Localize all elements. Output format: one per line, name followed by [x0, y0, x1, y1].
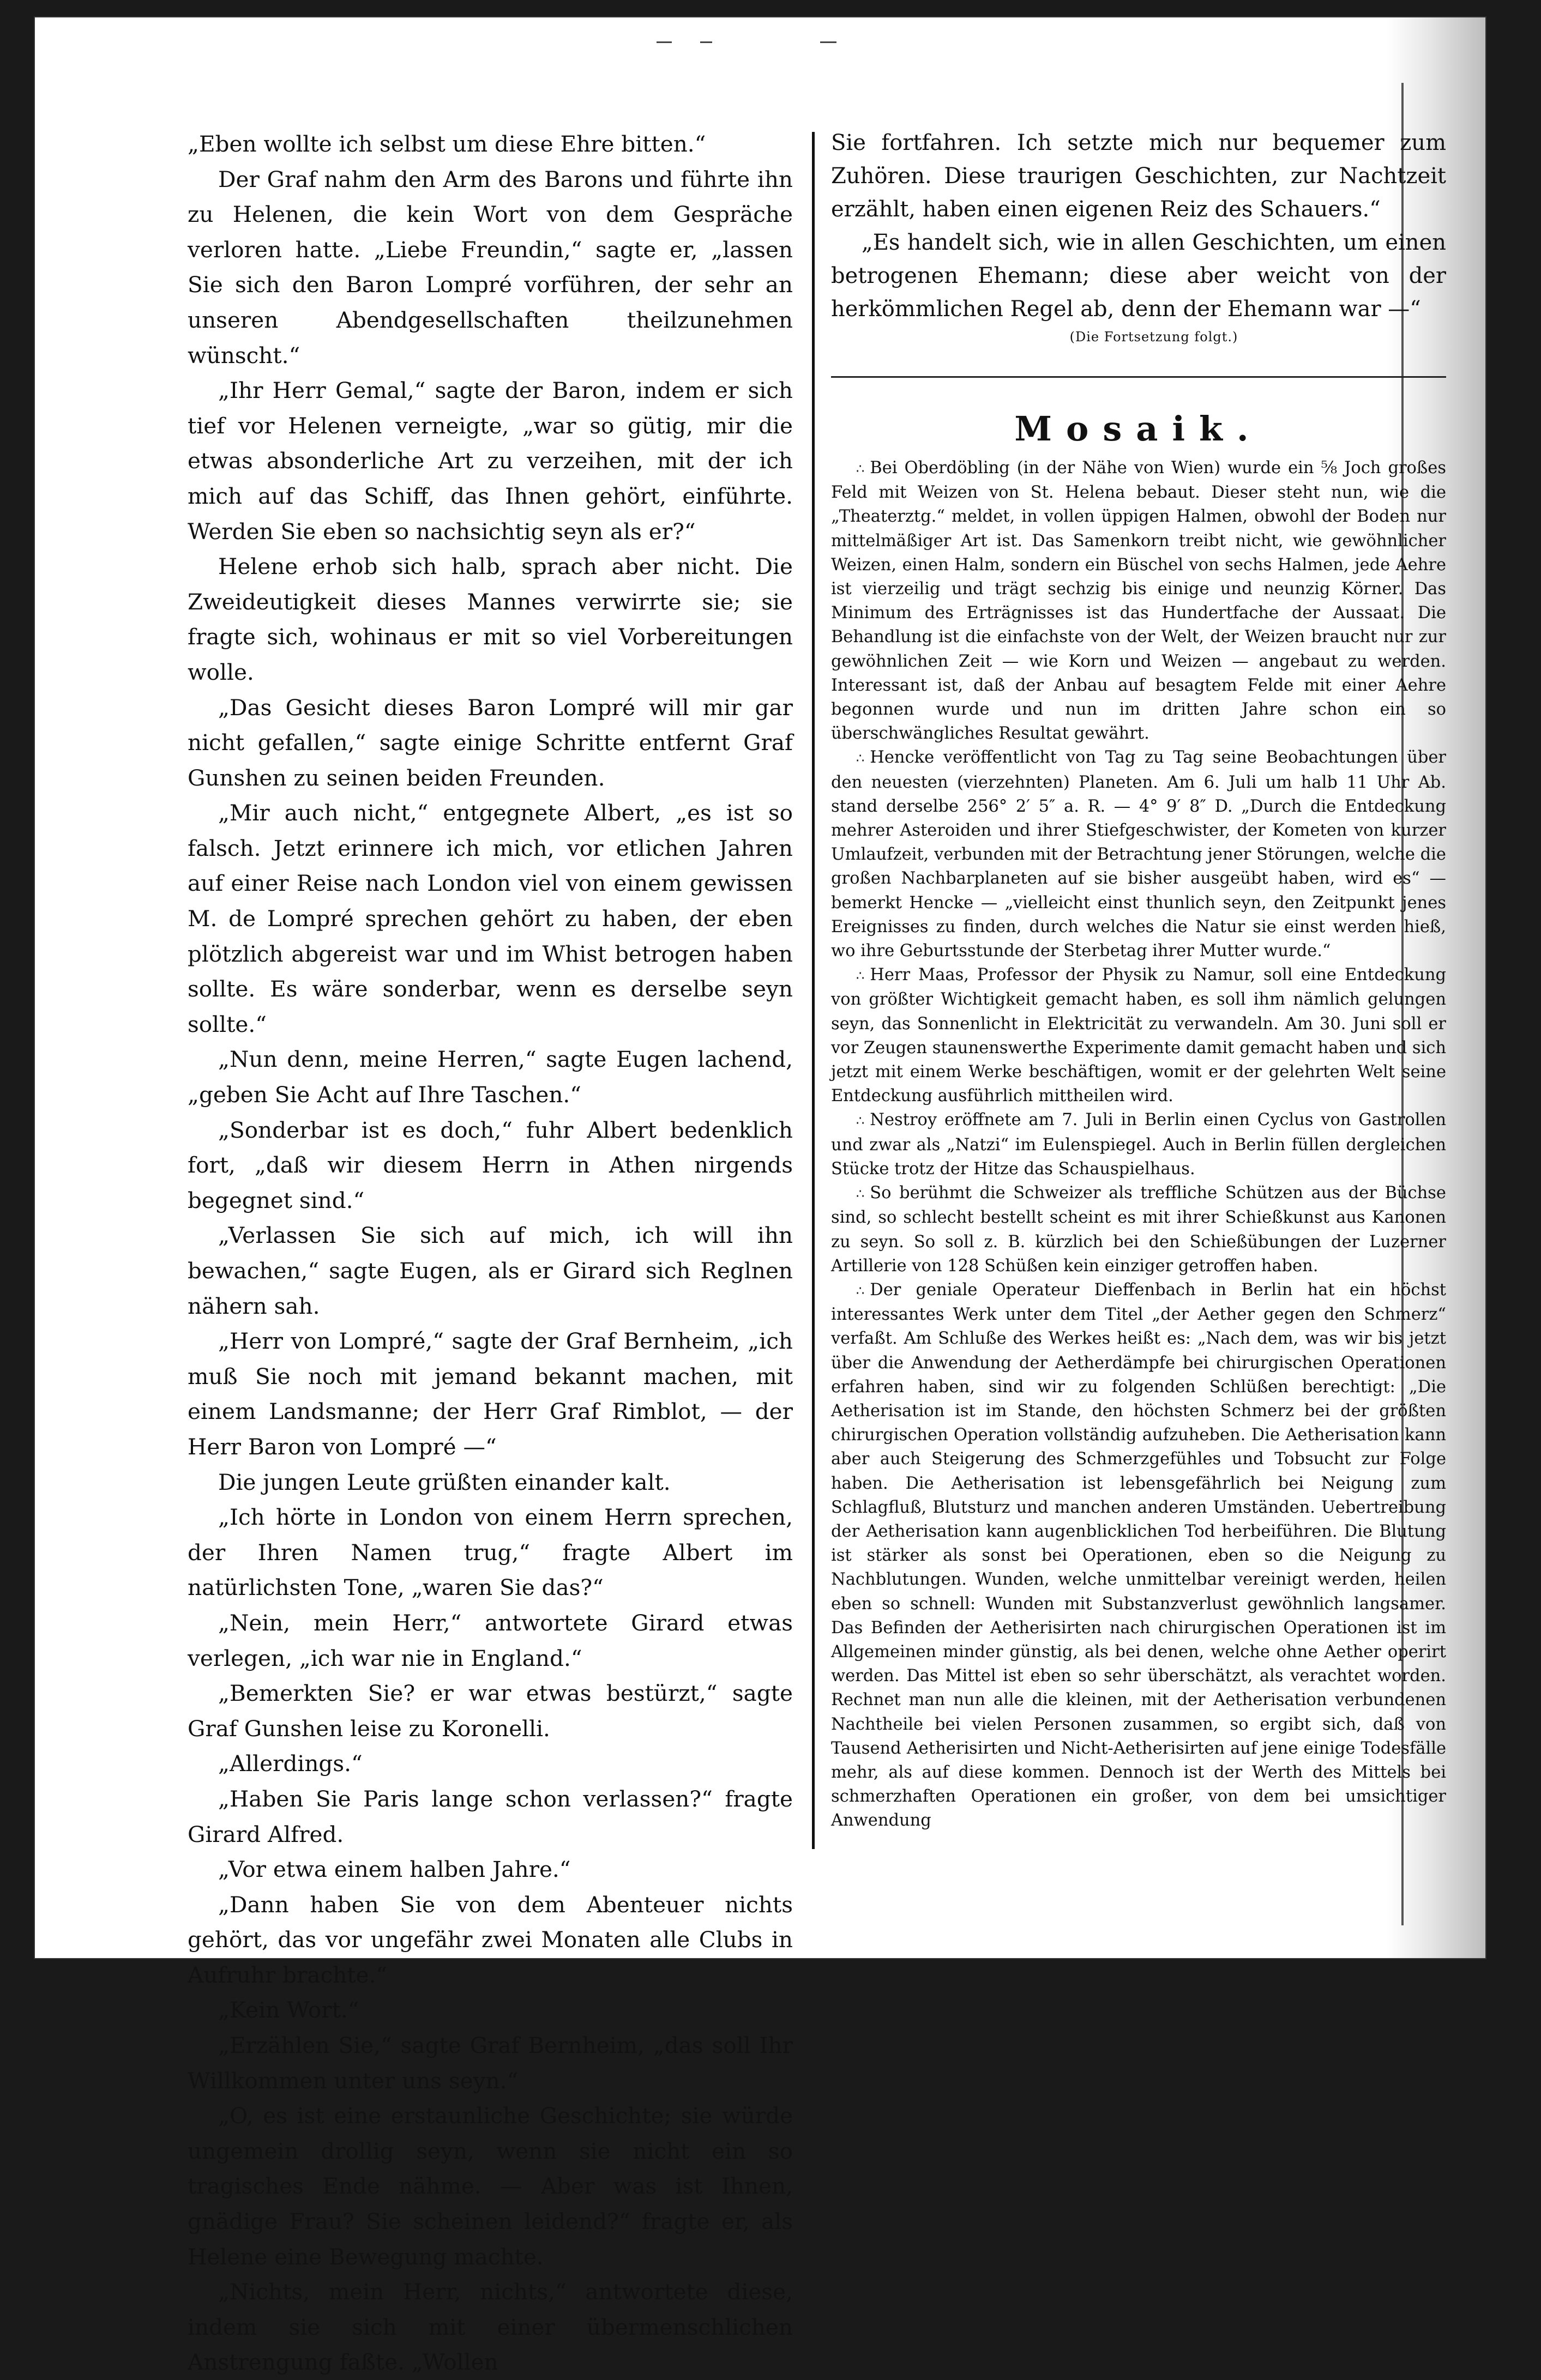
paragraph: „Haben Sie Paris lange schon verlassen?“ fragte Girard Alfred. [188, 1785, 793, 1847]
paragraph: „Es handelt sich, wie in allen Geschichten, um einen betrogenen Ehemann; diese aber weicht von der herkömmlichen Regel ab, denn der Ehemann war —“ [831, 230, 1446, 322]
paragraph: „Bemerkten Sie? er war etwas bestürzt,“ sagte Graf Gunshen leise zu Koronelli. [188, 1680, 793, 1742]
paragraph: „Dann haben Sie von dem Abenteuer nichts gehört, das vor ungefähr zwei Monaten alle Clubs in Aufruhr brachte.“ [188, 1891, 793, 1988]
story-continuation [831, 126, 1446, 326]
news-item [831, 1108, 1446, 1181]
item-marker-icon: ∴ [856, 1283, 865, 1298]
news-item-text: Herr Maas, Professor der Physik zu Namur, soll eine Entdeckung von größter Wichtigkeit gemacht haben, es soll ihm nämlich gelungen seyn, das Sonnenlicht in Elektricität zu verwandeln. Am 30. Juni soll er vor Zeugen staunenswerthe Experimente damit gemacht haben und sich jetzt mit einem Werke beschäftigen, womit er der gelehrten Welt seine Entdeckung ausführlich mittheilen wird. [831, 965, 1446, 1106]
paragraph: „Kein Wort.“ [218, 1997, 359, 2023]
news-item [831, 1181, 1446, 1278]
paragraph: „Allerdings.“ [218, 1750, 363, 1777]
item-marker-icon: ∴ [856, 461, 865, 476]
continuation-note: (Die Fortsetzung folgt.) [1069, 329, 1238, 345]
item-marker-icon: ∴ [856, 968, 865, 984]
news-item [831, 1278, 1446, 1833]
news-item-text: So berühmt die Schweizer als treffliche Schützen aus der Büchse sind, so schlecht bestellt scheint es mit ihrer Schießkunst aus Kanonen zu seyn. So soll z. B. kürzlich bei den Schießübungen der Luzerner Artillerie von 128 Schüßen kein einziger getroffen haben. [831, 1183, 1446, 1276]
paragraph: „Nun denn, meine Herren,“ sagte Eugen lachend, „geben Sie Acht auf Ihre Taschen.“ [188, 1046, 793, 1108]
news-item [831, 963, 1446, 1108]
news-item-text: Bei Oberdöbling (in der Nähe von Wien) wurde ein ⅝ Joch großes Feld mit Weizen von St. Helena bebaut. Dieser steht nun, wie die „Theaterztg.“ meldet, in vollen üppigen Halmen, obwohl der Boden nur mittelmäßiger Art ist. Das Samenkorn treibt nicht, wie gewöhnlicher Weizen, einen Halm, sondern ein Büschel von sechs Halmen, jede Aehre ist vierzeilig und trägt sechzig bis einige und neunzig Körner. Das Minimum des Erträgnisses ist das Hundertfache der Aussaat. Die Behandlung ist die einfachste von der Welt, der Weizen braucht nur zur gewöhnlichen Zeit — wie Korn und Weizen — angebaut zu werden. Interessant ist, daß der Anbau auf besagtem Felde mit einer Aehre begonnen wurde und nun im dritten Jahre schon ein so überschwängliches Resultat gewährt. [831, 458, 1446, 744]
paragraph: Sie fortfahren. Ich setzte mich nur bequemer zum Zuhören. Diese traurigen Geschichten, zur Nachtzeit erzählt, haben einen eigenen Reiz des Schauers.“ [831, 130, 1446, 222]
newspaper-page [34, 16, 1486, 2376]
news-item [831, 456, 1446, 746]
paragraph: „Mir auch nicht,“ entgegnete Albert, „es ist so falsch. Jetzt erinnere ich mich, vor etlichen Jahren auf einer Reise nach London viel von einem gewissen M. de Lompré sprechen gehört zu haben, der eben plötzlich abgereist war und im Whist betrogen haben sollte. Es wäre sonderbar, wenn es derselbe seyn sollte.“ [188, 800, 793, 1037]
paragraph: Der Graf nahm den Arm des Barons und führte ihn zu Helenen, die kein Wort von dem Gespräche verloren hatte. „Liebe Freundin,“ sagte er, „lassen Sie sich den Baron Lompré vorführen, der sehr an unseren Abendgesellschaften theilzunehmen wünscht.“ [188, 166, 793, 369]
column-divider [812, 132, 815, 1849]
section-heading: Mosaik. [1014, 409, 1263, 449]
paragraph: „Eben wollte ich selbst um diese Ehre bitten.“ [188, 131, 706, 157]
paragraph: Helene erhob sich halb, sprach aber nicht. Die Zweideutigkeit dieses Mannes verwirrte sie; sie fragte sich, wohinaus er mit so viel Vorbereitungen wolle. [188, 553, 793, 685]
section-rule [831, 376, 1446, 378]
news-item [831, 746, 1446, 963]
paragraph: Die jungen Leute grüßten einander kalt. [218, 1469, 671, 1495]
paragraph: „Erzählen Sie,“ sagte Graf Bernheim, „das soll Ihr Willkommen unter uns seyn.“ [188, 2032, 793, 2094]
left-column [188, 126, 793, 2380]
news-item-text: Nestroy eröffnete am 7. Juli in Berlin einen Cyclus von Gastrollen und zwar als „Natzi“ im Eulenspiegel. Auch in Berlin füllen dergleichen Stücke trotz der Hitze das Schauspielhaus. [831, 1110, 1446, 1179]
news-item-text: Hencke veröffentlicht von Tag zu Tag seine Beobachtungen über den neuesten (vierzehnten) Planeten. Am 6. Juli um halb 11 Uhr Ab. stand derselbe 256° 2′ 5″ a. R. — 4° 9′ 8″ D. „Durch die Entdeckung mehrer Asteroiden und ihrer Stiefgeschwister, der Kometen von kurzer Umlaufzeit, verbunden mit der Betrachtung jener Störungen, welche die großen Nachbarplaneten auf sie bisher ausgeübt haben, wird es“ — bemerkt Hencke — „vielleicht einst thunlich seyn, den Zeitpunkt jenes Ereignisses zu finden, durch welches die Natur sie einst werden hieß, wo ihre Geburtsstunde der Sterbetag ihrer Mutter wurde.“ [831, 748, 1446, 961]
item-marker-icon: ∴ [856, 1113, 865, 1129]
paragraph: „Verlassen Sie sich auf mich, ich will ihn bewachen,“ sagte Eugen, als er Girard sich Reglnen nähern sah. [188, 1222, 793, 1319]
item-marker-icon: ∴ [856, 751, 865, 766]
paragraph: „Nein, mein Herr,“ antwortete Girard etwas verlegen, „ich war nie in England.“ [188, 1609, 793, 1671]
top-speck [700, 41, 712, 43]
paragraph: „O, es ist eine erstaunliche Geschichte; sie würde ungemein drollig seyn, wenn sie nicht ein so tragisches Ende nähme. — Aber was ist Ihnen, gnädige Frau? Sie scheinen leidend?“ fragte er, als Helene eine Bewegung machte. [188, 2103, 793, 2270]
paragraph: „Ich hörte in London von einem Herrn sprechen, der Ihren Namen trug,“ fragte Albert im natürlichsten Tone, „waren Sie das?“ [188, 1504, 793, 1601]
news-item-text: Der geniale Operateur Dieffenbach in Berlin hat ein höchst interessantes Werk unter dem Titel „der Aether gegen den Schmerz“ verfaßt. Am Schluße des Werkes heißt es: „Nach dem, was wir bis jetzt über die Anwendung der Aetherdämpfe bei chirurgischen Operationen erfahren haben, sind wir zu folgenden Schlüßen berechtigt: „Die Aetherisation ist im Stande, den höchsten Schmerz bei der größten chirurgischen Operation vollständig aufzuheben. Die Aetherisation kann aber auch Steigerung des Schmerzgefühles und Tobsucht zur Folge haben. Die Aetherisation ist lebensgefährlich bei Neigung zum Schlagfluß, Blutsturz und manchen anderen Umständen. Uebertreibung der Aetherisation kann augenblicklichen Tod herbeiführen. Die Blutung ist stärker als sonst bei Operationen, eben so die Neigung zu Nachblutungen. Wunden, welche unmittelbar vereinigt werden, heilen eben so schnell: Wunden mit Substanzverlust gewöhnlich langsamer. Das Befinden der Aetherisirten nach chirurgischen Operationen ist im Allgemeinen minder günstig, als bei denen, welche ohne Aether operirt werden. Das Mittel ist eben so sehr überschätzt, als verachtet worden. Rechnet man nun alle die kleinen, mit der Aetherisation verbundenen Nachtheile bei vielen Personen zusammen, so ergibt sich, daß von Tausend Aetherisirten und Nicht-Aetherisirten auf jene einige Todesfälle mehr, als auf diese kommen. Dennoch ist der Werth des Mittels bei schmerzhaften Operationen ein großer, von dem bei umsichtiger Anwendung [831, 1280, 1446, 1831]
paragraph: „Das Gesicht dieses Baron Lompré will mir gar nicht gefallen,“ sagte einige Schritte entfernt Graf Gunshen zu seinen beiden Freunden. [188, 694, 793, 791]
top-speck [657, 41, 672, 43]
paragraph: „Vor etwa einem halben Jahre.“ [218, 1856, 571, 1883]
top-speck [820, 41, 836, 43]
mosaik-section [831, 456, 1446, 1833]
right-column [831, 126, 1446, 1833]
paragraph: „Herr von Lompré,“ sagte der Graf Bernheim, „ich muß Sie noch mit jemand bekannt machen, mit einem Landsmanne; der Herr Graf Rimblot, — der Herr Baron von Lompré —“ [188, 1328, 793, 1460]
paragraph: „Ihr Herr Gemal,“ sagte der Baron, indem er sich tief vor Helenen verneigte, „war so gütig, mir die etwas absonderliche Art zu verzeihen, mit der ich mich auf das Schiff, das Ihnen gehört, einführte. Werden Sie eben so nachsichtig seyn als er?“ [188, 377, 793, 545]
item-marker-icon: ∴ [856, 1186, 865, 1202]
paragraph: „Nichts, mein Herr, nichts,“ antwortete diese, indem sie sich mit einer übermenschlichen Anstrengung faßte. „Wollen [188, 2279, 793, 2376]
paragraph: „Sonderbar ist es doch,“ fuhr Albert bedenklich fort, „daß wir diesem Herrn in Athen nirgends begegnet sind.“ [188, 1116, 793, 1213]
